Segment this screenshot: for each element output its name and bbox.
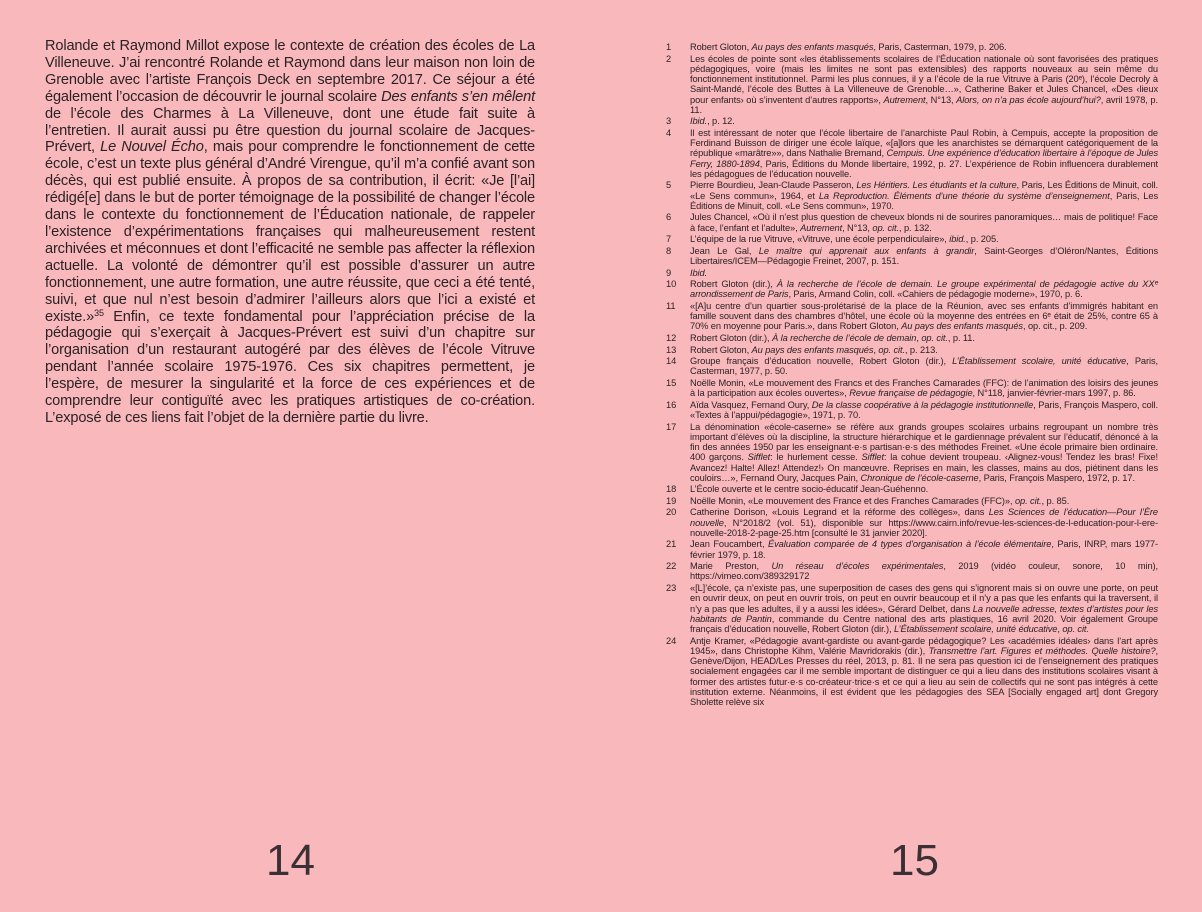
text-run: , Paris, Les Éditions de Minuit, coll. «Le Sens commun», 1964, et [690, 180, 1158, 201]
title-italic: L’Établissement scolaire, unité éducative [952, 356, 1127, 367]
title-italic: Chronique de l’école-caserne [860, 472, 979, 483]
footnote-number: 10 [666, 279, 677, 290]
journal-title: Des enfants s’en mêlent [381, 88, 535, 105]
footnote-number: 6 [666, 212, 672, 223]
title-italic: La Reproduction. Éléments d’une théorie du système d’enseignement [818, 190, 1110, 201]
title-italic: Sifflet [747, 452, 771, 463]
text-run: , p. 205. [965, 234, 999, 245]
footnote [666, 42, 1158, 52]
text-run: , Paris, Casterman, 1977, p. 50. [690, 356, 1158, 377]
text-run: , mais pour comprendre le fonctionnement de cette école, c’est un texte plus général d’André Virengue, qu’il m’a confié avant son décès, qui est publié ensuite. À propos de sa contribution, il écrit: «Je [l’ai] rédigé[e] dans le but de porter témoignage de la possibilité de changer l’école dans le contexte du fonctionnement de l’Éducation nationale, de rappeler l’existence d’expérimentations françaises qui malheureusement restent archivées et méconnues et dont l’efficacité ne semble pas affecter la réflexion actuelle. La volonté de démontrer qu’il est possible d’assurer un autre fonctionnement, une autre formation, une autre réussite, que ceci a été tenté, suivi, et que nul n’est besoin d’admirer l’ailleurs alors que l’ici a existé et existe.» [45, 139, 535, 325]
title-italic: Ibid. [690, 267, 708, 278]
footnote [666, 484, 1158, 494]
footnote-number: 11 [666, 300, 676, 311]
footnote-text [690, 484, 1158, 494]
footnote-number: 24 [666, 635, 677, 646]
text-run: : le hurlement cesse. [770, 452, 862, 463]
footnote-text [690, 496, 1158, 506]
footnote-text [690, 279, 1158, 300]
text-run: «[A]u centre d’un quartier sous-prolétarisé de la place de la Réunion, avec ses enfants d’immigrés habitant en famille souvent dans des chambres d’hôtel, une école où la moyenne des entrées en 6ᵉ était de 25%, contre 65 à 70% en moyenne pour Paris.», dans Robert Gloton, [690, 300, 1158, 332]
text-run: , Paris, Éditions du Monde libertaire, 1992, p. 27. L’expérience de Robin influencera durablement les pédagogues de l’éducation nouvelle. [690, 158, 1158, 179]
text-run: Rolande et Raymond Millot expose le contexte de création des écoles de La Villeneuve. J’ai rencontré Rolande et Raymond dans leur maison non loin de Grenoble avec l’artiste François Deck en septembre 2017. Ce séjour a été également l’occasion de découvrir le journal scolaire [45, 38, 535, 105]
footnote-text [690, 234, 1158, 244]
text-run: Robert Gloton, [690, 344, 752, 355]
footnote [666, 636, 1158, 708]
text-run: , p. 85. [1041, 495, 1070, 506]
footnote-text [690, 301, 1158, 332]
footnote [666, 54, 1158, 116]
journal-title: Le Nouvel Écho [100, 139, 204, 156]
footnote [666, 246, 1158, 267]
text-run: , Paris, Armand Colin, coll. «Cahiers de pédagogie moderne», 1970, p. 6. [788, 289, 1083, 300]
title-italic: Transmettre l’art. Figures et méthodes. Quelle histoire? [928, 645, 1156, 656]
footnote-number: 13 [666, 344, 677, 355]
text-run: , Paris, François Maspero, coll. «Textes à l’appui/pédagogie», 1971, p. 70. [690, 399, 1158, 420]
text-run: , Paris, INRP, mars 1977-février 1979, p. 18. [690, 539, 1158, 560]
footnotes-list [666, 42, 1158, 709]
footnote-text [690, 539, 1158, 560]
title-italic: Revue française de pédagogie [849, 388, 973, 399]
footnote [666, 356, 1158, 377]
footnote [666, 268, 1158, 278]
footnote-text [690, 116, 1158, 126]
text-run: Robert Gloton (dir.), [690, 279, 777, 290]
title-italic: Autrement [883, 94, 926, 105]
text-run: , p. 11. [947, 333, 975, 344]
footnote-number: 12 [666, 333, 677, 344]
footnote-text [690, 378, 1158, 399]
text-run: , [916, 333, 922, 344]
text-run: , N°13, [842, 222, 873, 233]
footnote-text [690, 345, 1158, 355]
page-number: 14 [266, 836, 315, 885]
footnote [666, 422, 1158, 484]
footnote [666, 128, 1158, 179]
footnote-text [690, 400, 1158, 421]
text-run: Pierre Bourdieu, Jean-Claude Passeron, [690, 180, 857, 191]
footnote-number: 18 [666, 484, 677, 495]
footnote [666, 234, 1158, 244]
footnote-number: 7 [666, 234, 672, 245]
title-italic: op. cit. [878, 344, 905, 355]
footnote [666, 279, 1158, 300]
title-italic: Ibid. [690, 116, 708, 127]
title-italic: Sifflet [861, 452, 884, 463]
text-run: Jean Le Gal, [690, 245, 759, 256]
text-run: , Genève/Dijon, HEAD/Les Presses du réel, 2013, p. 81. Il ne sera pas question ici de l’enseignement des pratiques socialement engagées car il me semble important de distinguer ce qui a lieu dans des institutions scolaires visant à former des artistes futur·e·s co-créateur·trice·s et ce qui a lieu au sein de collectifs qui ne sont pas intégrés à cette institution externe. Néanmoins, il est évident que les pédagogies des SEA [Socially engaged art] dont Gregory Sholette relève six [690, 645, 1158, 708]
footnote-text [690, 128, 1158, 179]
footnote [666, 583, 1158, 634]
text-run: , avril 1978, p. 11. [690, 94, 1158, 115]
text-run: Catherine Dorison, «Louis Legrand et la réforme des collèges», dans [690, 507, 989, 518]
footnote-number: 14 [666, 356, 677, 367]
text-run: , p. 12. [707, 116, 735, 127]
text-run: Marie Preston, [690, 561, 772, 572]
footnote [666, 301, 1158, 332]
text-run: Robert Gloton, [690, 42, 752, 52]
footnote-number: 2 [666, 53, 672, 64]
title-italic: Les Sciences de l’éducation—Pour l’Ère nouvelle [690, 507, 1158, 528]
footnote-number: 9 [666, 267, 672, 278]
footnote-text [690, 561, 1158, 582]
footnote [666, 539, 1158, 560]
page-number: 15 [890, 836, 939, 885]
footnote-text [690, 42, 1158, 52]
text-run: , [873, 344, 879, 355]
text-run: , [1057, 624, 1063, 635]
title-italic: À la recherche de l’école de demain. Le groupe expérimental de pédagogie active du XXᵉ arrondissement de Paris [690, 279, 1158, 300]
footnote [666, 400, 1158, 421]
footnote [666, 180, 1158, 211]
footnote [666, 345, 1158, 355]
text-run: , Saint-Georges d’Oléron/Nantes, Éditions Libertaires/ICEM—Pédagogie Freinet, 2007, p. 151. [690, 245, 1158, 267]
text-run: , N°13, [925, 94, 957, 105]
footnote-number: 20 [666, 507, 677, 518]
text-run: , p. 132. [899, 222, 932, 233]
text-run: Il est intéressant de noter que l’école libertaire de l’anarchiste Paul Robin, à Cempuis, accepte la proposition de Ferdinand Buisson de diriger une école laïque, «[a]lors que les anarchistes se démarquent catégoriquement de la république «marâtre»», dans Nathalie Bremand, [690, 127, 1158, 159]
title-italic: De la classe coopérative à la pédagogie institutionnelle [811, 399, 1034, 410]
text-run: L’École ouverte et le centre socio-éducatif Jean-Guéhenno. [690, 484, 929, 495]
footnote-number: 17 [666, 421, 677, 432]
footnote-text [690, 268, 1158, 278]
text-run: , N°118, janvier-février-mars 1997, p. 86. [972, 388, 1136, 399]
text-run: , op. cit., p. 209. [1022, 321, 1088, 332]
footnote [666, 496, 1158, 506]
footnote-text [690, 583, 1158, 634]
footnote-number: 3 [666, 116, 672, 127]
text-run: Noëlle Monin, «Le mouvement des France et des Franches Camarades (FFC)», [690, 495, 1015, 506]
title-italic: Un réseau d’écoles expérimentales [771, 561, 944, 572]
title-italic: La nouvelle adresse, textes d’artistes pour les habitants de Pantin [690, 603, 1158, 624]
body-paragraph [45, 38, 535, 427]
footnote-text [690, 636, 1158, 708]
text-run: , 2019 (vidéo couleur, sonore, 10 min), https://vimeo.com/389329172 [690, 561, 1158, 582]
text-run: , commande du Centre national des arts plastiques, 16 avril 2020. Voir également Groupe français d’éducation nouvelle, Robert Gloton (dir.), [690, 613, 1158, 635]
footnote-ref[interactable]: 35 [94, 307, 104, 318]
title-italic: À la recherche de l’école de demain [772, 333, 917, 344]
title-italic: Cempuis. Une expérience d’éducation libertaire à l’époque de Jules Ferry, 1880-1894 [690, 148, 1158, 169]
footnote-text [690, 212, 1158, 233]
text-run: Enfin, ce texte fondamental pour l’appréciation précise de la pédagogie qui s’exerçait à Jacques-Prévert est suivi d’un chapitre sur l’organisation d’un restaurant autogéré par des élèves de l’école Vitruve pendant l’année scolaire 1975-1976. Ces six chapitres permettent, je l’espère, de mesurer la singularité et la force de ces expériences et de comprendre leur contiguïté avec les pratiques artistiques de co-création. L’exposé de ces liens fait l’objet de la dernière partie du livre. [45, 308, 535, 426]
title-italic: Autrement [800, 222, 843, 233]
footnote-number: 1 [666, 42, 672, 52]
text-run: Aïda Vasquez, Fernand Oury, [690, 399, 812, 410]
footnote-number: 4 [666, 127, 672, 138]
text-run: «[L]’école, ça n’existe pas, une superposition de cases des gens qui s’ignorent mais si on ouvre une porte, on peut en ouvrir deux, on peut en ouvrir trois, on peut en ouvrir beaucoup et il n’y a pas que les enfants qui la traversent, il n’y a pas que les adultes, il y a aussi les idées», Gérard Delbet, dans [690, 583, 1158, 614]
text-run: Antje Kramer, «Pédagogie avant-gardiste ou avant-garde pédagogique? Les ‹académies idéales› dans l’art après 1945», dans Christophe Kihm, Valérie Mavridorakis (dir.), [690, 635, 1158, 656]
footnote-number: 16 [666, 399, 677, 410]
footnote-text [690, 54, 1158, 116]
footnote-text [690, 507, 1158, 538]
footnote-number: 21 [666, 539, 677, 550]
title-italic: ibid. [949, 234, 966, 245]
title-italic: Au pays des enfants masqués [901, 321, 1023, 332]
text-run: de l’école des Charmes à La Villeneuve, dont une étude fait suite à l’entretien. Il aurait aussi pu être question du journal scolaire de Jacques-Prévert, [45, 105, 535, 156]
title-italic: op. cit. [1062, 624, 1089, 635]
text-run: Groupe français d’éducation nouvelle, Robert Gloton (dir.), [690, 356, 953, 367]
title-italic: Au pays des enfants masqués [751, 42, 874, 52]
text-run: L’équipe de la rue Vitruve, «Vitruve, une école perpendiculaire», [690, 234, 950, 245]
footnote [666, 378, 1158, 399]
text-run: La dénomination «école-caserne» se réfère aux grands groupes scolaires urbains regroupant un nombre très important d’élèves où la discipline, la structure hiérarchique et le gardiennage prévalent sur l’éducatif, dénoncé à la fin des années 1950 par les enseignant·e·s partisan·e·s des méthodes Freinet. «Une école primaire bien ordinaire. 400 garçons. [690, 421, 1158, 463]
text-run: , Paris, Casterman, 1979, p. 206. [873, 42, 1007, 52]
title-italic: Évaluation comparée de 4 types d’organisation à l’école élémentaire [768, 539, 1052, 550]
title-italic: L’Établissement scolaire, unité éducative [894, 624, 1058, 635]
text-run: Les écoles de pointe sont «les établissements scolaires de l’Éducation nationale où sont favorisées des pratiques pédagogiques, voire (mais les limites ne sont pas extensibles) des rapports nouveaux au sein même du fonctionnement institutionnel. Parmi les plus connues, il y a l’école de la rue Vitruve à Paris (20ᵉ), l’école Decroly à Saint-Mandé, l’école des Buttes à La Villeneuve de Grenoble…», Catherine Baker et Jules Chancel, «Des ‹lieux pour enfants› où s’inventent d’autres rapports», [690, 53, 1158, 105]
title-italic: Au pays des enfants masqués [751, 344, 874, 355]
text-run: : la cohue devient troupeau. ‹Alignez-vous! Tendez les bras! Fixe! Avancez! Halte! Allez! Attendez!› On manœuvre. Reprises en main, les classes, mains au dos, piétinent dans les couloirs…», Fernand Oury, Jacques Pain, [690, 452, 1158, 483]
title-italic: op. cit. [872, 222, 899, 233]
footnote-number: 5 [666, 180, 672, 191]
footnote-number: 23 [666, 583, 677, 594]
footnote [666, 561, 1158, 582]
title-italic: op. cit. [1014, 495, 1042, 506]
footnote-number: 22 [666, 561, 677, 572]
footnote-number: 15 [666, 377, 677, 388]
footnote-text [690, 333, 1158, 343]
text-run: , p. 213. [904, 344, 938, 355]
footnote [666, 116, 1158, 126]
text-run: Jean Foucambert, [690, 539, 769, 550]
text-run: , N°2018/2 (vol. 51), disponible sur https://www.cairn.info/revue-les-sciences-de-l-education-pour-l-ere-nouvelle-2018-2-page-25.htm [consulté le 31 janvier 2020]. [690, 517, 1158, 538]
text-run: , Paris, François Maspero, 1972, p. 17. [978, 472, 1135, 483]
footnote-number: 8 [666, 245, 672, 256]
footnote-text [690, 356, 1158, 377]
text-run: Robert Gloton (dir.), [690, 333, 773, 344]
title-italic: Alors, on n’a pas école aujourd’hui? [956, 94, 1101, 105]
footnote-number: 19 [666, 495, 677, 506]
title-italic: Les Héritiers. Les étudiants et la culture [856, 180, 1017, 191]
title-italic: op. cit. [921, 333, 948, 344]
footnote [666, 507, 1158, 538]
footnote-text [690, 180, 1158, 211]
text-run: , Paris, Les Éditions de Minuit, coll. «Le Sens commun», 1970. [690, 190, 1158, 211]
footnote-text [690, 246, 1158, 267]
text-run: Jules Chancel, «Où il n’est plus question de cheveux blonds ni de sourires panoramiques… mais de politique! Face à face, l’enfant et l’adulte», [690, 212, 1158, 233]
footnote-text [690, 422, 1158, 484]
title-italic: Le maître qui apprenait aux enfants à grandir [758, 245, 975, 256]
footnote [666, 212, 1158, 233]
text-run: Noëlle Monin, «Le mouvement des Francs et des Franches Camarades (FFC): de l’animation des loisirs des jeunes à la participation aux écoles ouvertes», [690, 377, 1158, 399]
footnote [666, 333, 1158, 343]
